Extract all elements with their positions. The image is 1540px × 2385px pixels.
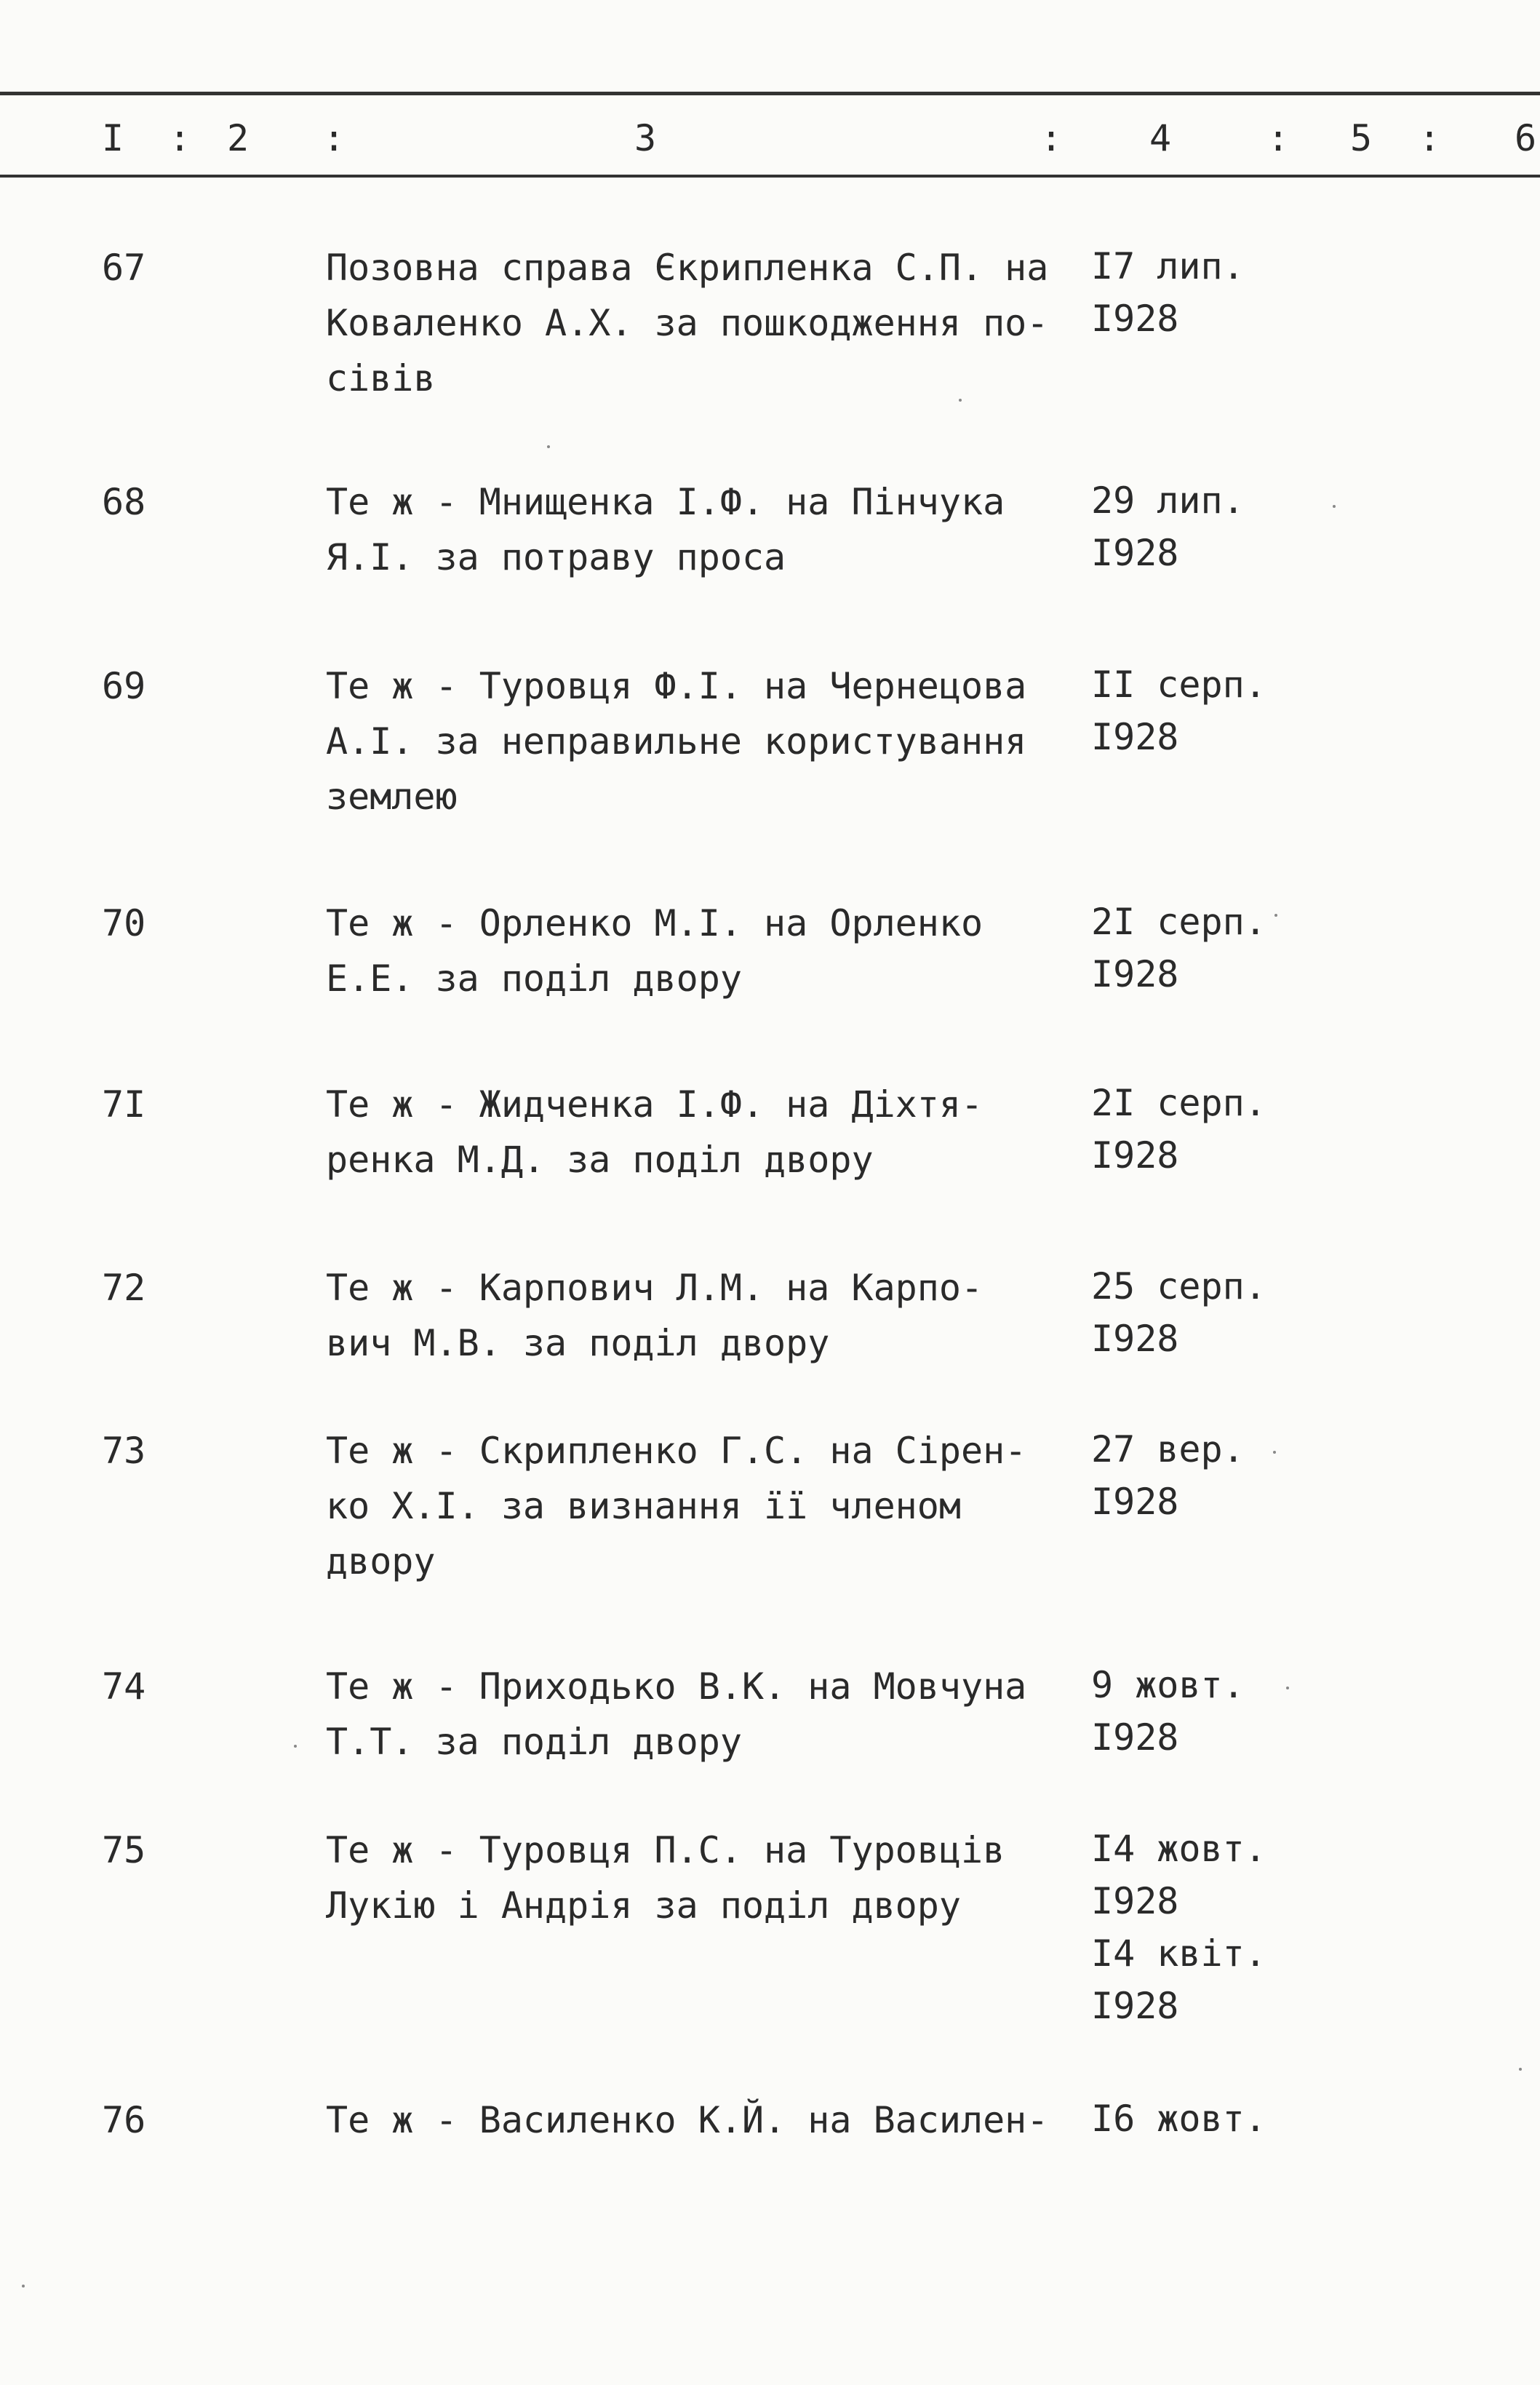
- item-date-line: I928: [1091, 1880, 1179, 1922]
- column-separator: :: [1040, 117, 1063, 159]
- item-title-line: ко Х.І. за визнання її членом: [326, 1485, 961, 1527]
- column-number-3: 3: [634, 117, 657, 159]
- item-number: 76: [102, 2099, 146, 2141]
- header-top-rule: [0, 92, 1540, 95]
- column-separator: :: [169, 117, 191, 159]
- item-number: 75: [102, 1829, 146, 1871]
- item-title-line: Те ж - Мнищенка І.Ф. на Пінчука: [326, 481, 1005, 523]
- item-number: 67: [102, 247, 146, 289]
- item-date-line: I928: [1091, 1318, 1179, 1360]
- item-title: [326, 658, 1075, 824]
- item-title-line: Коваленко А.Х. за пошкодження по-: [326, 302, 1049, 344]
- item-dates: [1091, 1659, 1309, 1764]
- item-title-line: Т.Т. за поділ двору: [326, 1721, 742, 1763]
- item-dates: [1091, 658, 1309, 763]
- item-date-line: I4 жовт.: [1091, 1828, 1266, 1870]
- item-title-line: Те ж - Приходько В.К. на Мовчуна: [326, 1665, 1027, 1708]
- item-date-line: I928: [1091, 1716, 1179, 1759]
- item-date-line: I928: [1091, 716, 1179, 758]
- item-date-line: 2I серп.: [1091, 901, 1266, 943]
- item-number: 73: [102, 1430, 146, 1472]
- item-title: [326, 896, 1075, 1006]
- item-dates: [1091, 240, 1309, 345]
- item-title-line: землею: [326, 776, 458, 818]
- item-title: [326, 2093, 1075, 2148]
- item-dates: [1091, 474, 1309, 579]
- column-header: [0, 109, 1540, 167]
- item-title-line: Те ж - Туровця Ф.І. на Чернецова: [326, 665, 1027, 707]
- item-date-line: II серп.: [1091, 664, 1266, 706]
- item-title-line: Те ж - Скрипленко Г.С. на Сірен-: [326, 1430, 1027, 1472]
- header-bottom-rule: [0, 175, 1540, 178]
- column-separator: :: [323, 117, 346, 159]
- item-date-line: I7 лип.: [1091, 245, 1245, 287]
- item-date-line: 25 серп.: [1091, 1265, 1266, 1307]
- item-number: 70: [102, 902, 146, 944]
- item-date-line: I928: [1091, 953, 1179, 995]
- item-title: [326, 240, 1075, 406]
- item-dates: [1091, 1077, 1309, 1182]
- item-date-line: I928: [1091, 532, 1179, 574]
- item-title-line: сівів: [326, 357, 436, 399]
- column-number-5: 5: [1350, 117, 1373, 159]
- item-title: [326, 1659, 1075, 1769]
- item-title: [326, 1823, 1075, 1933]
- item-title-line: Те ж - Туровця П.С. на Туровців: [326, 1829, 1005, 1871]
- item-number: 74: [102, 1665, 146, 1708]
- item-number: 7I: [102, 1083, 146, 1126]
- item-title: [326, 1260, 1075, 1371]
- item-date-line: 27 вер.: [1091, 1428, 1245, 1470]
- item-date-line: I928: [1091, 1134, 1179, 1176]
- item-dates: [1091, 1260, 1309, 1365]
- item-title-line: Те ж - Орленко М.І. на Орленко: [326, 902, 984, 944]
- item-dates: [1091, 896, 1309, 1000]
- column-number-6: 6: [1515, 117, 1537, 159]
- item-date-line: 2I серп.: [1091, 1082, 1266, 1124]
- item-date-line: I928: [1091, 1985, 1179, 2027]
- item-date-line: I928: [1091, 298, 1179, 340]
- item-title-line: Я.І. за потраву проса: [326, 536, 786, 578]
- item-dates: [1091, 1823, 1309, 2032]
- item-title-line: ренка М.Д. за поділ двору: [326, 1139, 874, 1181]
- item-title-line: Е.Е. за поділ двору: [326, 957, 742, 1000]
- item-date-line: 9 жовт.: [1091, 1664, 1245, 1706]
- column-number-1: I: [102, 117, 124, 159]
- item-title: [326, 1077, 1075, 1187]
- item-title: [326, 1423, 1075, 1589]
- item-title: [326, 474, 1075, 585]
- item-date-line: I4 квіт.: [1091, 1932, 1266, 1975]
- column-number-2: 2: [227, 117, 250, 159]
- column-separator: :: [1419, 117, 1441, 159]
- item-number: 69: [102, 665, 146, 707]
- item-date-line: I6 жовт.: [1091, 2098, 1266, 2140]
- item-title-line: Лукію і Андрія за поділ двору: [326, 1884, 961, 1927]
- column-number-4: 4: [1149, 117, 1172, 159]
- item-date-line: I928: [1091, 1481, 1179, 1523]
- item-title-line: Позовна справа Єкрипленка С.П. на: [326, 247, 1049, 289]
- item-dates: [1091, 2093, 1309, 2145]
- item-title-line: двору: [326, 1540, 436, 1582]
- column-separator: :: [1267, 117, 1290, 159]
- item-number: 68: [102, 481, 146, 523]
- item-title-line: вич М.В. за поділ двору: [326, 1322, 830, 1364]
- item-title-line: Те ж - Василенко К.Й. на Василен-: [326, 2099, 1049, 2141]
- item-dates: [1091, 1423, 1309, 1528]
- item-title-line: Те ж - Жидченка І.Ф. на Діхтя-: [326, 1083, 984, 1126]
- item-number: 72: [102, 1267, 146, 1309]
- item-date-line: 29 лип.: [1091, 479, 1245, 522]
- item-title-line: А.І. за неправильне користування: [326, 720, 1027, 763]
- item-title-line: Те ж - Карпович Л.М. на Карпо-: [326, 1267, 984, 1309]
